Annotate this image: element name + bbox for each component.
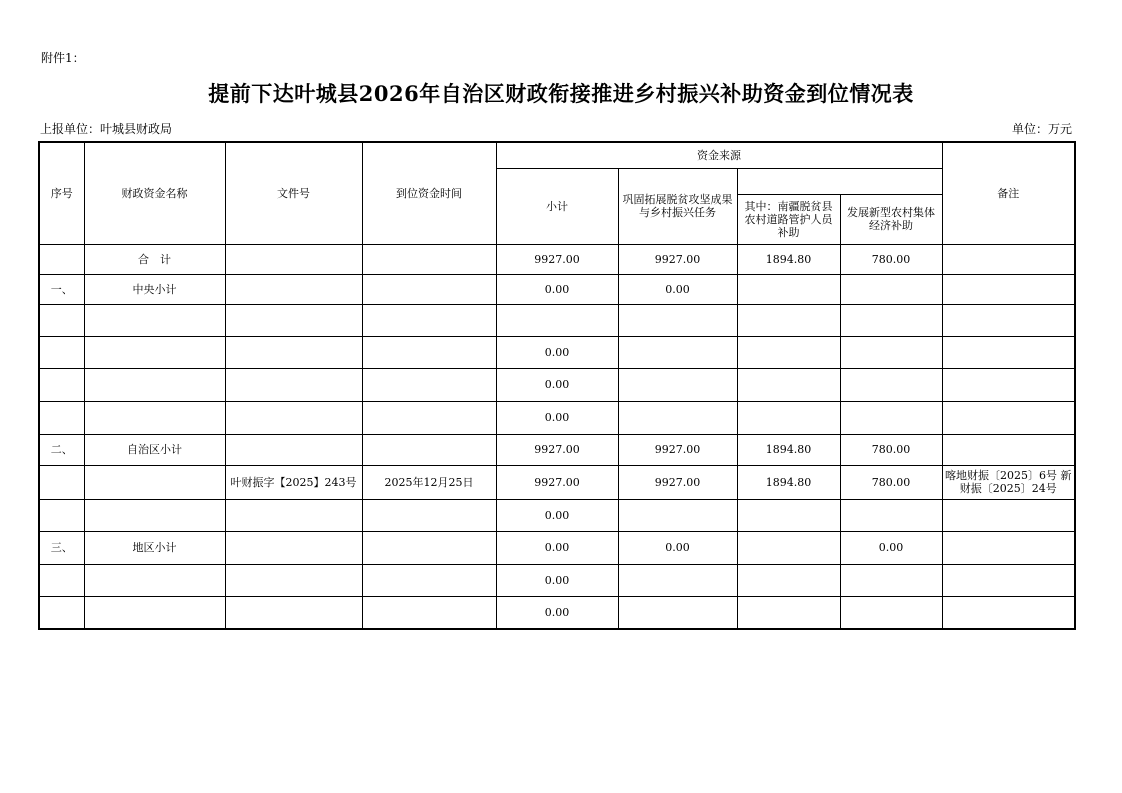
cell-time — [362, 564, 496, 596]
cell-subtotal: 9927.00 — [496, 465, 618, 499]
cell-doc — [225, 401, 362, 434]
cell-seq — [39, 244, 84, 274]
header-doc-no: 文件号 — [225, 142, 362, 244]
cell-seq: 三、 — [39, 531, 84, 564]
cell-name — [84, 336, 225, 368]
table-row — [39, 401, 1075, 434]
cell-remark: 喀地财振〔2025〕6号 新财振〔2025〕24号 — [942, 465, 1075, 499]
cell-collective — [840, 304, 942, 336]
cell-doc — [225, 304, 362, 336]
cell-name — [84, 401, 225, 434]
cell-consolidate: 9927.00 — [618, 465, 737, 499]
cell-subtotal: 9927.00 — [496, 244, 618, 274]
table-row — [39, 244, 1075, 274]
cell-subtotal: 9927.00 — [496, 434, 618, 465]
cell-remark — [942, 244, 1075, 274]
cell-time — [362, 531, 496, 564]
cell-consolidate — [618, 596, 737, 629]
header-consolidate: 巩固拓展脱贫攻坚成果与乡村振兴任务 — [618, 168, 737, 244]
cell-seq — [39, 304, 84, 336]
fund-table — [38, 141, 1076, 630]
table-row — [39, 564, 1075, 596]
cell-doc — [225, 368, 362, 401]
table-row — [39, 499, 1075, 531]
cell-time — [362, 368, 496, 401]
table-header — [39, 142, 1075, 244]
cell-subtotal: 0.00 — [496, 531, 618, 564]
cell-collective: 0.00 — [840, 531, 942, 564]
cell-doc — [225, 564, 362, 596]
cell-collective — [840, 336, 942, 368]
cell-subtotal — [496, 304, 618, 336]
cell-of-which — [737, 499, 840, 531]
money-unit: 单位：万元 — [1011, 122, 1072, 136]
cell-doc — [225, 274, 362, 304]
cell-consolidate — [618, 336, 737, 368]
cell-seq: 二、 — [39, 434, 84, 465]
cell-of-which: 1894.80 — [737, 465, 840, 499]
header-collective: 发展新型农村集体经济补助 — [840, 194, 942, 244]
header-of-which: 其中：南疆脱贫县农村道路管护人员补助 — [737, 194, 840, 244]
header-fund-source: 资金来源 — [496, 142, 942, 168]
table-row — [39, 304, 1075, 336]
cell-doc — [225, 244, 362, 274]
cell-seq — [39, 564, 84, 596]
cell-collective — [840, 564, 942, 596]
cell-of-which — [737, 596, 840, 629]
table-row — [39, 274, 1075, 304]
cell-time: 2025年12月25日 — [362, 465, 496, 499]
cell-collective — [840, 401, 942, 434]
cell-time — [362, 244, 496, 274]
cell-collective: 780.00 — [840, 465, 942, 499]
cell-of-which: 1894.80 — [737, 244, 840, 274]
cell-subtotal: 0.00 — [496, 499, 618, 531]
cell-subtotal: 0.00 — [496, 564, 618, 596]
cell-subtotal: 0.00 — [496, 596, 618, 629]
page-title: 提前下达叶城县2026年自治区财政衔接推进乡村振兴补助资金到位情况表 — [208, 81, 914, 106]
cell-of-which — [737, 531, 840, 564]
cell-doc — [225, 336, 362, 368]
cell-name: 合 计 — [84, 244, 225, 274]
cell-name — [84, 499, 225, 531]
attachment-label: 附件1： — [41, 51, 85, 65]
cell-collective — [840, 274, 942, 304]
cell-consolidate — [618, 564, 737, 596]
cell-of-which — [737, 564, 840, 596]
cell-remark — [942, 596, 1075, 629]
cell-seq — [39, 465, 84, 499]
report-unit: 上报单位：叶城县财政局 — [40, 122, 173, 136]
cell-collective: 780.00 — [840, 244, 942, 274]
cell-consolidate — [618, 368, 737, 401]
cell-of-which — [737, 304, 840, 336]
header-source-blank — [737, 168, 942, 194]
cell-subtotal: 0.00 — [496, 368, 618, 401]
table-row — [39, 368, 1075, 401]
cell-consolidate — [618, 401, 737, 434]
cell-remark — [942, 531, 1075, 564]
cell-seq — [39, 499, 84, 531]
cell-of-which: 1894.80 — [737, 434, 840, 465]
cell-remark — [942, 274, 1075, 304]
cell-time — [362, 274, 496, 304]
cell-collective — [840, 368, 942, 401]
cell-of-which — [737, 401, 840, 434]
cell-remark — [942, 401, 1075, 434]
cell-consolidate: 0.00 — [618, 274, 737, 304]
cell-doc — [225, 596, 362, 629]
cell-name — [84, 368, 225, 401]
cell-name — [84, 465, 225, 499]
header-subtotal: 小计 — [496, 168, 618, 244]
cell-name: 中央小计 — [84, 274, 225, 304]
table-row — [39, 336, 1075, 368]
cell-doc — [225, 531, 362, 564]
table-row — [39, 596, 1075, 629]
cell-seq — [39, 401, 84, 434]
cell-doc: 叶财振字【2025】243号 — [225, 465, 362, 499]
cell-time — [362, 499, 496, 531]
cell-name — [84, 564, 225, 596]
cell-of-which — [737, 274, 840, 304]
cell-collective — [840, 596, 942, 629]
cell-name — [84, 596, 225, 629]
cell-remark — [942, 368, 1075, 401]
cell-doc — [225, 434, 362, 465]
header-fund-name: 财政资金名称 — [84, 142, 225, 244]
cell-consolidate: 0.00 — [618, 531, 737, 564]
cell-time — [362, 596, 496, 629]
cell-seq — [39, 596, 84, 629]
cell-time — [362, 401, 496, 434]
cell-name: 地区小计 — [84, 531, 225, 564]
cell-remark — [942, 304, 1075, 336]
cell-of-which — [737, 336, 840, 368]
cell-seq — [39, 368, 84, 401]
cell-remark — [942, 564, 1075, 596]
cell-collective — [840, 499, 942, 531]
cell-time — [362, 336, 496, 368]
cell-seq: 一、 — [39, 274, 84, 304]
cell-subtotal: 0.00 — [496, 336, 618, 368]
cell-name — [84, 304, 225, 336]
cell-of-which — [737, 368, 840, 401]
cell-consolidate — [618, 304, 737, 336]
cell-collective: 780.00 — [840, 434, 942, 465]
cell-remark — [942, 434, 1075, 465]
table-row — [39, 531, 1075, 564]
cell-doc — [225, 499, 362, 531]
cell-name: 自治区小计 — [84, 434, 225, 465]
table-body — [39, 244, 1075, 629]
header-remark: 备注 — [942, 142, 1075, 244]
header-seq: 序号 — [39, 142, 84, 244]
cell-remark — [942, 499, 1075, 531]
cell-subtotal: 0.00 — [496, 401, 618, 434]
table-row — [39, 465, 1075, 499]
cell-time — [362, 434, 496, 465]
cell-consolidate: 9927.00 — [618, 434, 737, 465]
cell-time — [362, 304, 496, 336]
header-arrival-time: 到位资金时间 — [362, 142, 496, 244]
cell-seq — [39, 336, 84, 368]
cell-subtotal: 0.00 — [496, 274, 618, 304]
cell-remark — [942, 336, 1075, 368]
table-row — [39, 434, 1075, 465]
cell-consolidate — [618, 499, 737, 531]
cell-consolidate: 9927.00 — [618, 244, 737, 274]
